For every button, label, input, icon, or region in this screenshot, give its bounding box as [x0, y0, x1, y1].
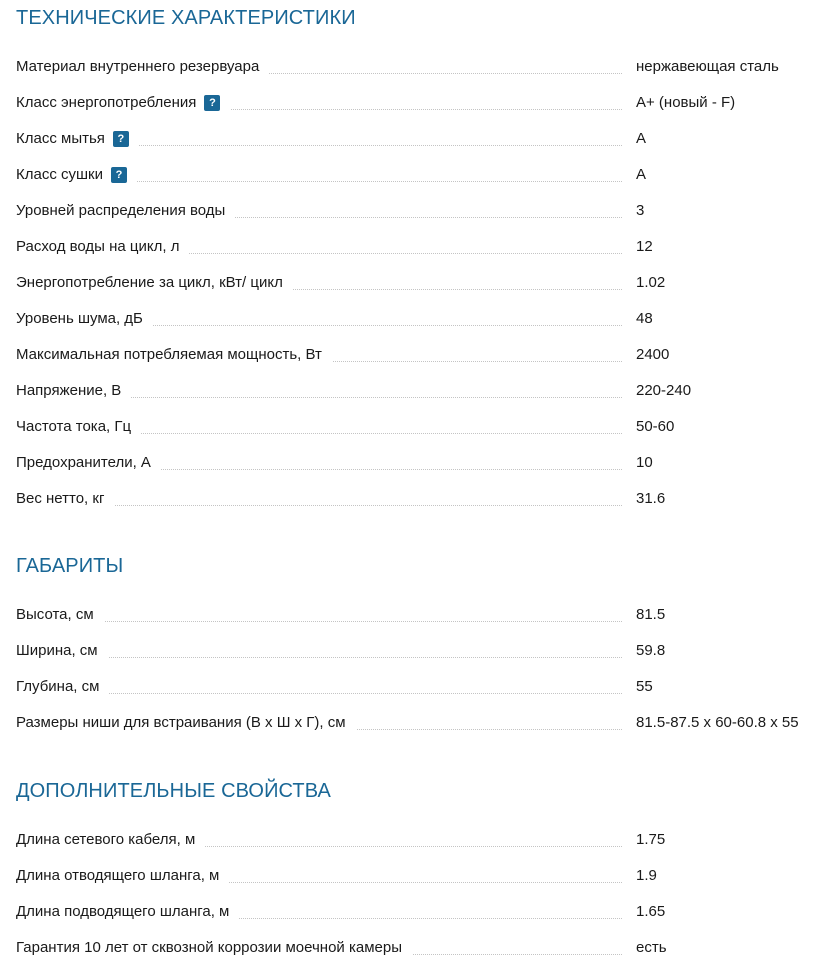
spec-value: 1.75 [636, 831, 666, 848]
spec-label: Предохранители, А [16, 453, 161, 473]
spec-label: Уровень шума, дБ [16, 309, 153, 329]
spec-value: нержавеющая сталь [636, 58, 779, 75]
spec-value: A+ (новый - F) [636, 94, 736, 111]
spec-row-drying-class [16, 165, 816, 189]
spec-value: 31.6 [636, 490, 666, 507]
spec-row-energy-consumption [16, 273, 816, 297]
spec-label: Гарантия 10 лет от сквозной коррозии моечной камеры [16, 938, 412, 958]
spec-value: 1.02 [636, 274, 666, 291]
spec-label: Энергопотребление за цикл, кВт/ цикл [16, 273, 293, 293]
spec-value: 10 [636, 454, 653, 471]
spec-row-fuses [16, 453, 816, 477]
spec-value: 50-60 [636, 418, 675, 435]
spec-row-washing-class [16, 129, 816, 153]
spec-label: Материал внутреннего резервуара [16, 57, 269, 77]
spec-value: A [636, 166, 647, 183]
section-title-technical-specs: ТЕХНИЧЕСКИЕ ХАРАКТЕРИСТИКИ [16, 7, 356, 29]
spec-row-energy-class [16, 93, 816, 117]
spec-value: 12 [636, 238, 653, 255]
spec-row-niche-dimensions [16, 713, 816, 737]
question-mark-icon[interactable]: ? [113, 131, 129, 147]
spec-label: Напряжение, В [16, 381, 131, 401]
section-title-additional-properties: ДОПОЛНИТЕЛЬНЫЕ СВОЙСТВА [16, 780, 331, 802]
spec-value: A [636, 130, 647, 147]
spec-value: 220-240 [636, 382, 692, 399]
spec-label: Класс сушки ? [16, 165, 137, 185]
spec-label: Уровней распределения воды [16, 201, 235, 221]
spec-label: Высота, см [16, 605, 104, 625]
spec-label: Длина сетевого кабеля, м [16, 830, 205, 850]
spec-label: Вес нетто, кг [16, 489, 114, 509]
spec-value: 48 [636, 310, 653, 327]
dotted-leader [16, 621, 622, 622]
question-mark-icon[interactable]: ? [204, 95, 220, 111]
spec-value: 81.5-87.5 x 60-60.8 x 55 [636, 714, 799, 731]
spec-label: Длина подводящего шланга, м [16, 902, 239, 922]
spec-row-water-levels [16, 201, 816, 225]
spec-row-corrosion-warranty [16, 938, 816, 962]
spec-value: 3 [636, 202, 645, 219]
spec-row-tank-material [16, 57, 816, 81]
spec-row-max-power [16, 345, 816, 369]
spec-label: Класс мытья ? [16, 129, 139, 149]
spec-value: 81.5 [636, 606, 666, 623]
spec-value: 1.9 [636, 867, 657, 884]
spec-row-power-cable-length [16, 830, 816, 854]
spec-label: Частота тока, Гц [16, 417, 141, 437]
spec-row-voltage [16, 381, 816, 405]
spec-label: Ширина, см [16, 641, 108, 661]
spec-row-frequency [16, 417, 816, 441]
spec-row-height [16, 605, 816, 629]
spec-label: Максимальная потребляемая мощность, Вт [16, 345, 332, 365]
spec-row-net-weight [16, 489, 816, 513]
spec-label: Класс энергопотребления ? [16, 93, 230, 113]
spec-row-width [16, 641, 816, 665]
spec-row-inlet-hose-length [16, 902, 816, 926]
spec-row-noise-level [16, 309, 816, 333]
spec-value: 59.8 [636, 642, 666, 659]
spec-value: 1.65 [636, 903, 666, 920]
section-title-dimensions: ГАБАРИТЫ [16, 555, 124, 577]
spec-label: Размеры ниши для встраивания (В х Ш х Г), см [16, 713, 356, 733]
spec-label: Расход воды на цикл, л [16, 237, 189, 257]
spec-value: 2400 [636, 346, 670, 363]
spec-label: Глубина, см [16, 677, 109, 697]
spec-value: 55 [636, 678, 653, 695]
spec-row-depth [16, 677, 816, 701]
spec-label: Длина отводящего шланга, м [16, 866, 229, 886]
question-mark-icon[interactable]: ? [111, 167, 127, 183]
spec-row-drain-hose-length [16, 866, 816, 890]
spec-value: есть [636, 939, 667, 956]
spec-row-water-consumption [16, 237, 816, 261]
